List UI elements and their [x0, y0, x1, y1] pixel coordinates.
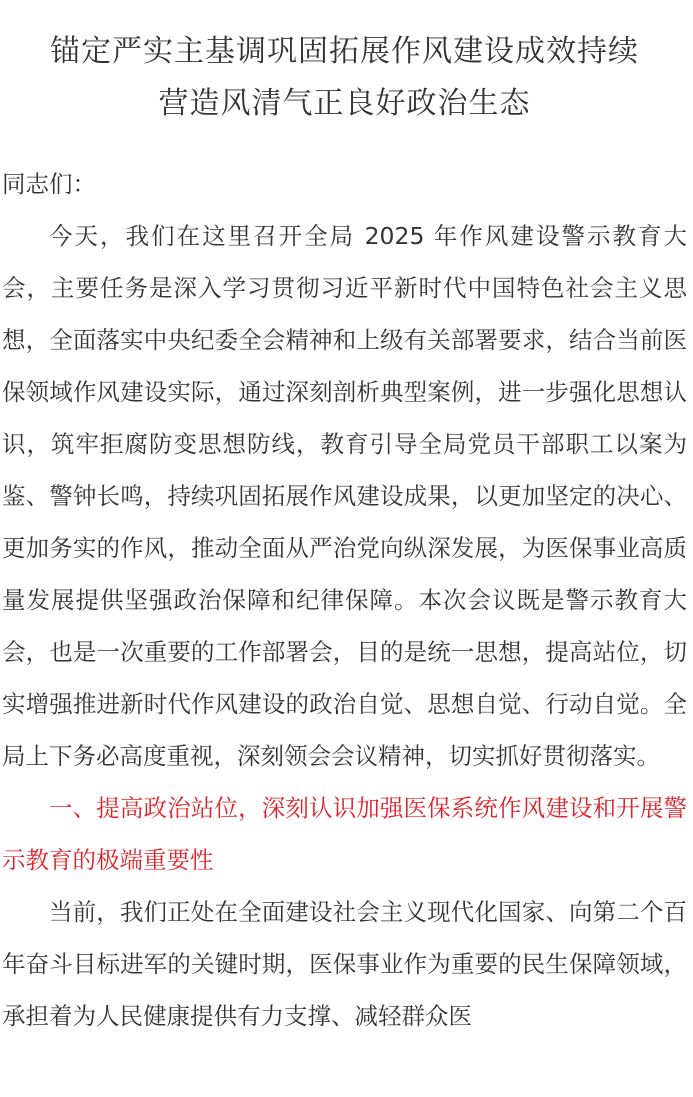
title-line-1: 锚定严实主基调巩固拓展作风建设成效持续 [50, 34, 639, 69]
document-body [2, 158, 687, 1042]
title-line-2: 营造风清气正良好政治生态 [158, 86, 531, 121]
salutation: 同志们： [2, 170, 96, 198]
paragraph-section-1: 当前，我们正处在全面建设社会主义现代化国家、向第二个百年奋斗目标进军的关键时期，医保事业作为重要的民生保障领域，承担着为人民健康提供有力支撑、减轻群众医 [2, 898, 687, 1030]
section-heading-1: 一、提高政治站位，深刻认识加强医保系统作风建设和开展警示教育的极端重要性 [2, 794, 687, 874]
document-title [2, 26, 687, 130]
paragraph-intro: 今天，我们在这里召开全局 2025 年作风建设警示教育大会，主要任务是深入学习贯彻习近平新时代中国特色社会主义思想，全面落实中央纪委全会精神和上级有关部署要求，结合当前医保领域作风建设实际，通过深刻剖析典型案例，进一步强化思想认识，筑牢拒腐防变思想防线，教育引导全局党员干部职工以案为鉴、警钟长鸣，持续巩固拓展作风建设成果，以更加坚定的决心、更加务实的作风，推动全面从严治党向纵深发展，为医保事业高质量发展提供坚强政治保障和纪律保障。本次会议既是警示教育大会，也是一次重要的工作部署会，目的是统一思想，提高站位，切实增强推进新时代作风建设的政治自觉、思想自觉、行动自觉。全局上下务必高度重视，深刻领会会议精神，切实抓好贯彻落实。 [2, 222, 687, 770]
